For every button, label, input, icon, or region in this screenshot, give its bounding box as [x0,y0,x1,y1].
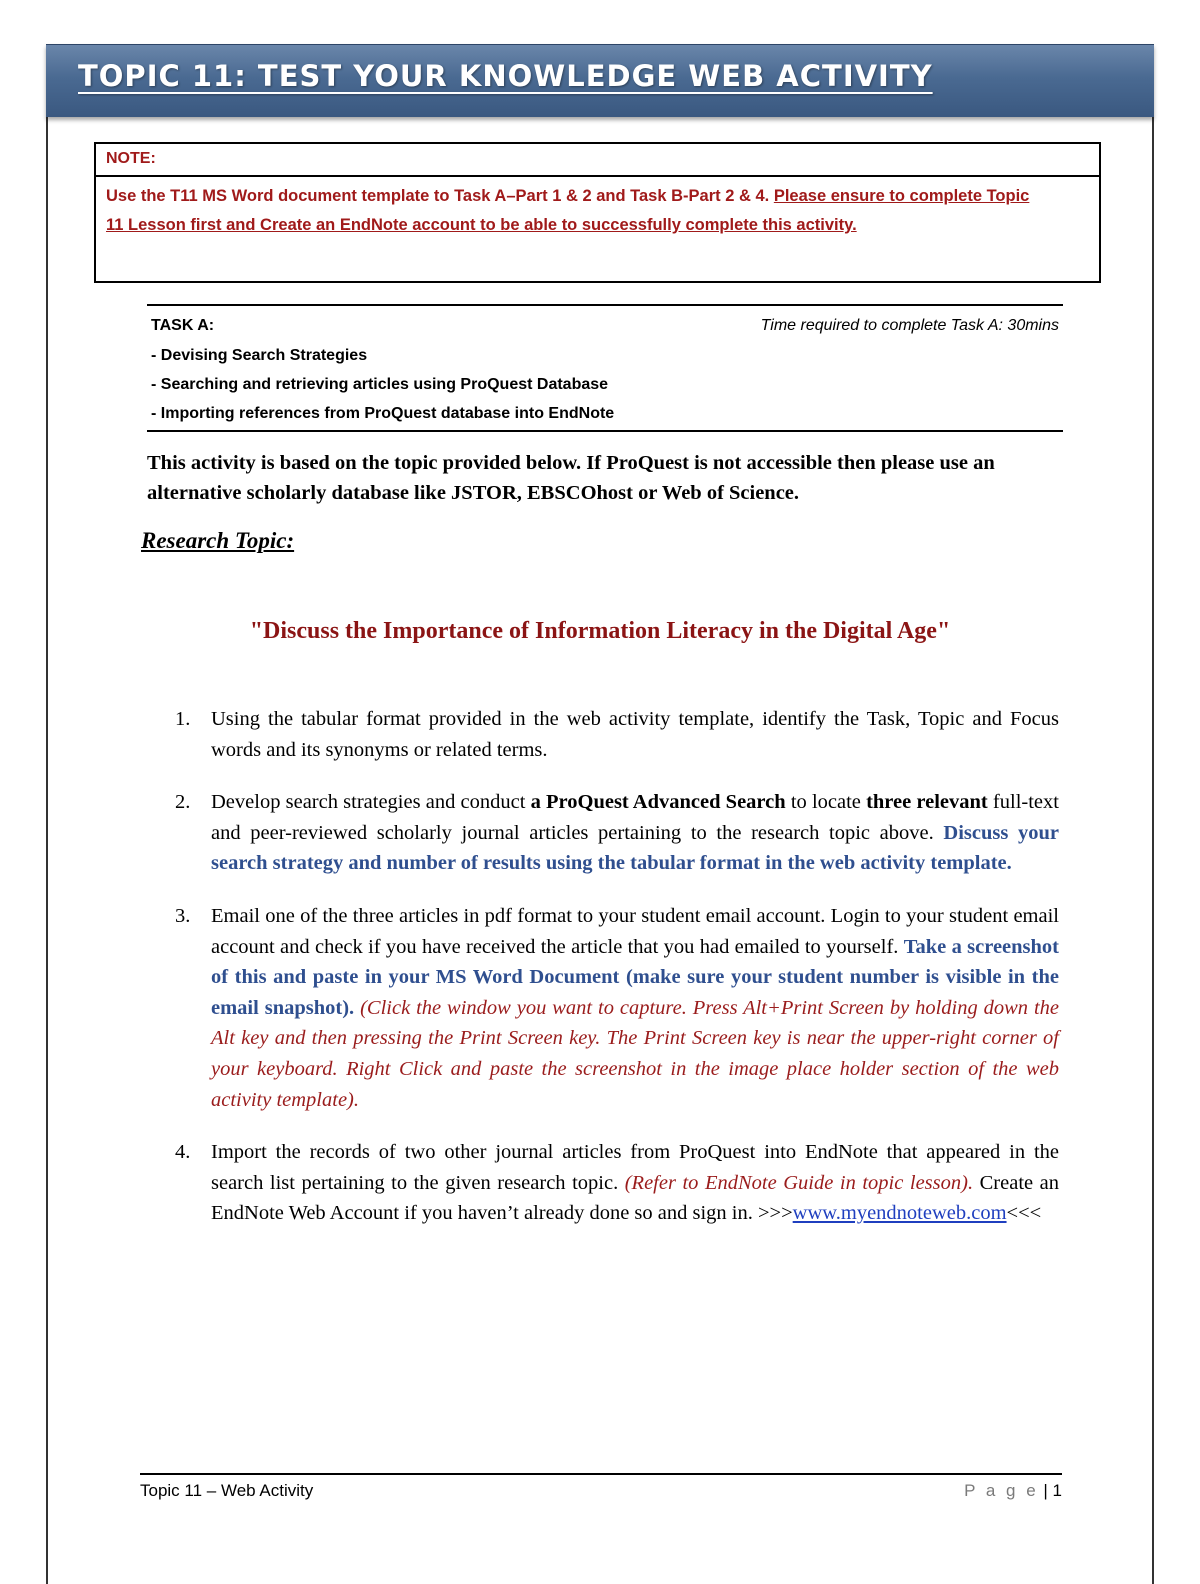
note-underlined-text: Please ensure to complete Topic 11 Lesson first and Create an EndNote account to be able to successfully complete this activity. [106,187,1030,234]
list-item [165,787,1059,879]
list-item-text: Develop search strategies and conduct [211,791,531,814]
note-label: NOTE: [96,144,1099,177]
research-topic-label: Research Topic: [141,528,295,553]
list-item-number: 2. [175,791,191,814]
intro-paragraph: This activity is based on the topic provided below. If ProQuest is not accessible then please use an alternative scholarly database like JSTOR, EBSCOhost or Web of Science. [147,452,995,504]
note-instruction: Use the T11 MS Word document template to Task A–Part 1 & 2 and Task B-Part 2 & 4. [106,187,774,205]
list-item [165,901,1059,1115]
note-box [94,142,1101,283]
task-item: - Searching and retrieving articles using ProQuest Database [151,376,609,393]
steps-list [165,704,1059,1229]
task-item: - Importing references from ProQuest database into EndNote [151,405,615,422]
task-label: TASK A: [151,317,215,334]
list-item-text: Import the records of two other journal articles from ProQuest into EndNote that appeared in the search list pertaining to the given research topic. [211,1141,1059,1194]
note-text [96,177,1099,240]
list-item-text: Take a screenshot of this and paste in your MS Word Document (make sure your student number is visible in the email snapshot). [211,935,1059,1019]
list-item-text: <<< [1006,1202,1042,1225]
list-item-text: (Refer to EndNote Guide in topic lesson). [624,1171,974,1194]
list-item [165,1137,1059,1229]
list-item-number: 4. [175,1141,191,1164]
task-time-required: Time required to complete Task A: 30mins [760,317,1059,334]
list-item-text: Create an EndNote Web Account if you haven’t already done so and sign in. >>> [211,1171,1060,1225]
list-item-text: Discuss your search strategy and number of results using the tabular format in the web activity template. [211,821,1059,875]
page-title: TOPIC 11: TEST YOUR KNOWLEDGE WEB ACTIVITY [78,59,933,93]
page-separator: | [1038,1481,1053,1500]
list-item-text: Using the tabular format provided in the web activity template, identify the Task, Topic and Focus words and its synonyms or related terms. [211,708,1059,761]
page-number [964,1481,1062,1501]
list-item-text: a ProQuest Advanced Search [530,791,786,814]
page-word: P a g e [964,1481,1039,1500]
endnote-web-link[interactable]: www.myendnoteweb.com [792,1202,1007,1225]
page-num-value: 1 [1052,1481,1062,1500]
list-item [165,704,1059,765]
page-footer [140,1473,1062,1507]
research-topic-title: "Discuss the Importance of Information Literacy in the Digital Age" [249,618,951,644]
list-item-text: Email one of the three articles in pdf format to your student email account. Login to your student email account and check if you have received the article that you had emailed to yourself. [211,904,1059,958]
list-item-number: 1. [175,708,191,730]
task-item: - Devising Search Strategies [151,347,368,364]
header-banner [46,44,1154,117]
list-item-text: three relevant [866,791,988,814]
task-a-box [147,304,1063,432]
footer-title: Topic 11 – Web Activity [140,1481,314,1500]
list-item-number: 3. [175,904,191,927]
list-item-text: to locate [785,791,867,814]
list-item-text: full-text and peer-reviewed scholarly journal articles pertaining to the research topic above. [211,791,1059,844]
list-item-text: (Click the window you want to capture. Press Alt+Print Screen by holding down the Alt key and then pressing the Print Screen key. The Print Screen key is near the upper-right corner of your keyboard. Right Click and paste the screenshot in the image place holder section of the web activity template). [211,996,1059,1111]
